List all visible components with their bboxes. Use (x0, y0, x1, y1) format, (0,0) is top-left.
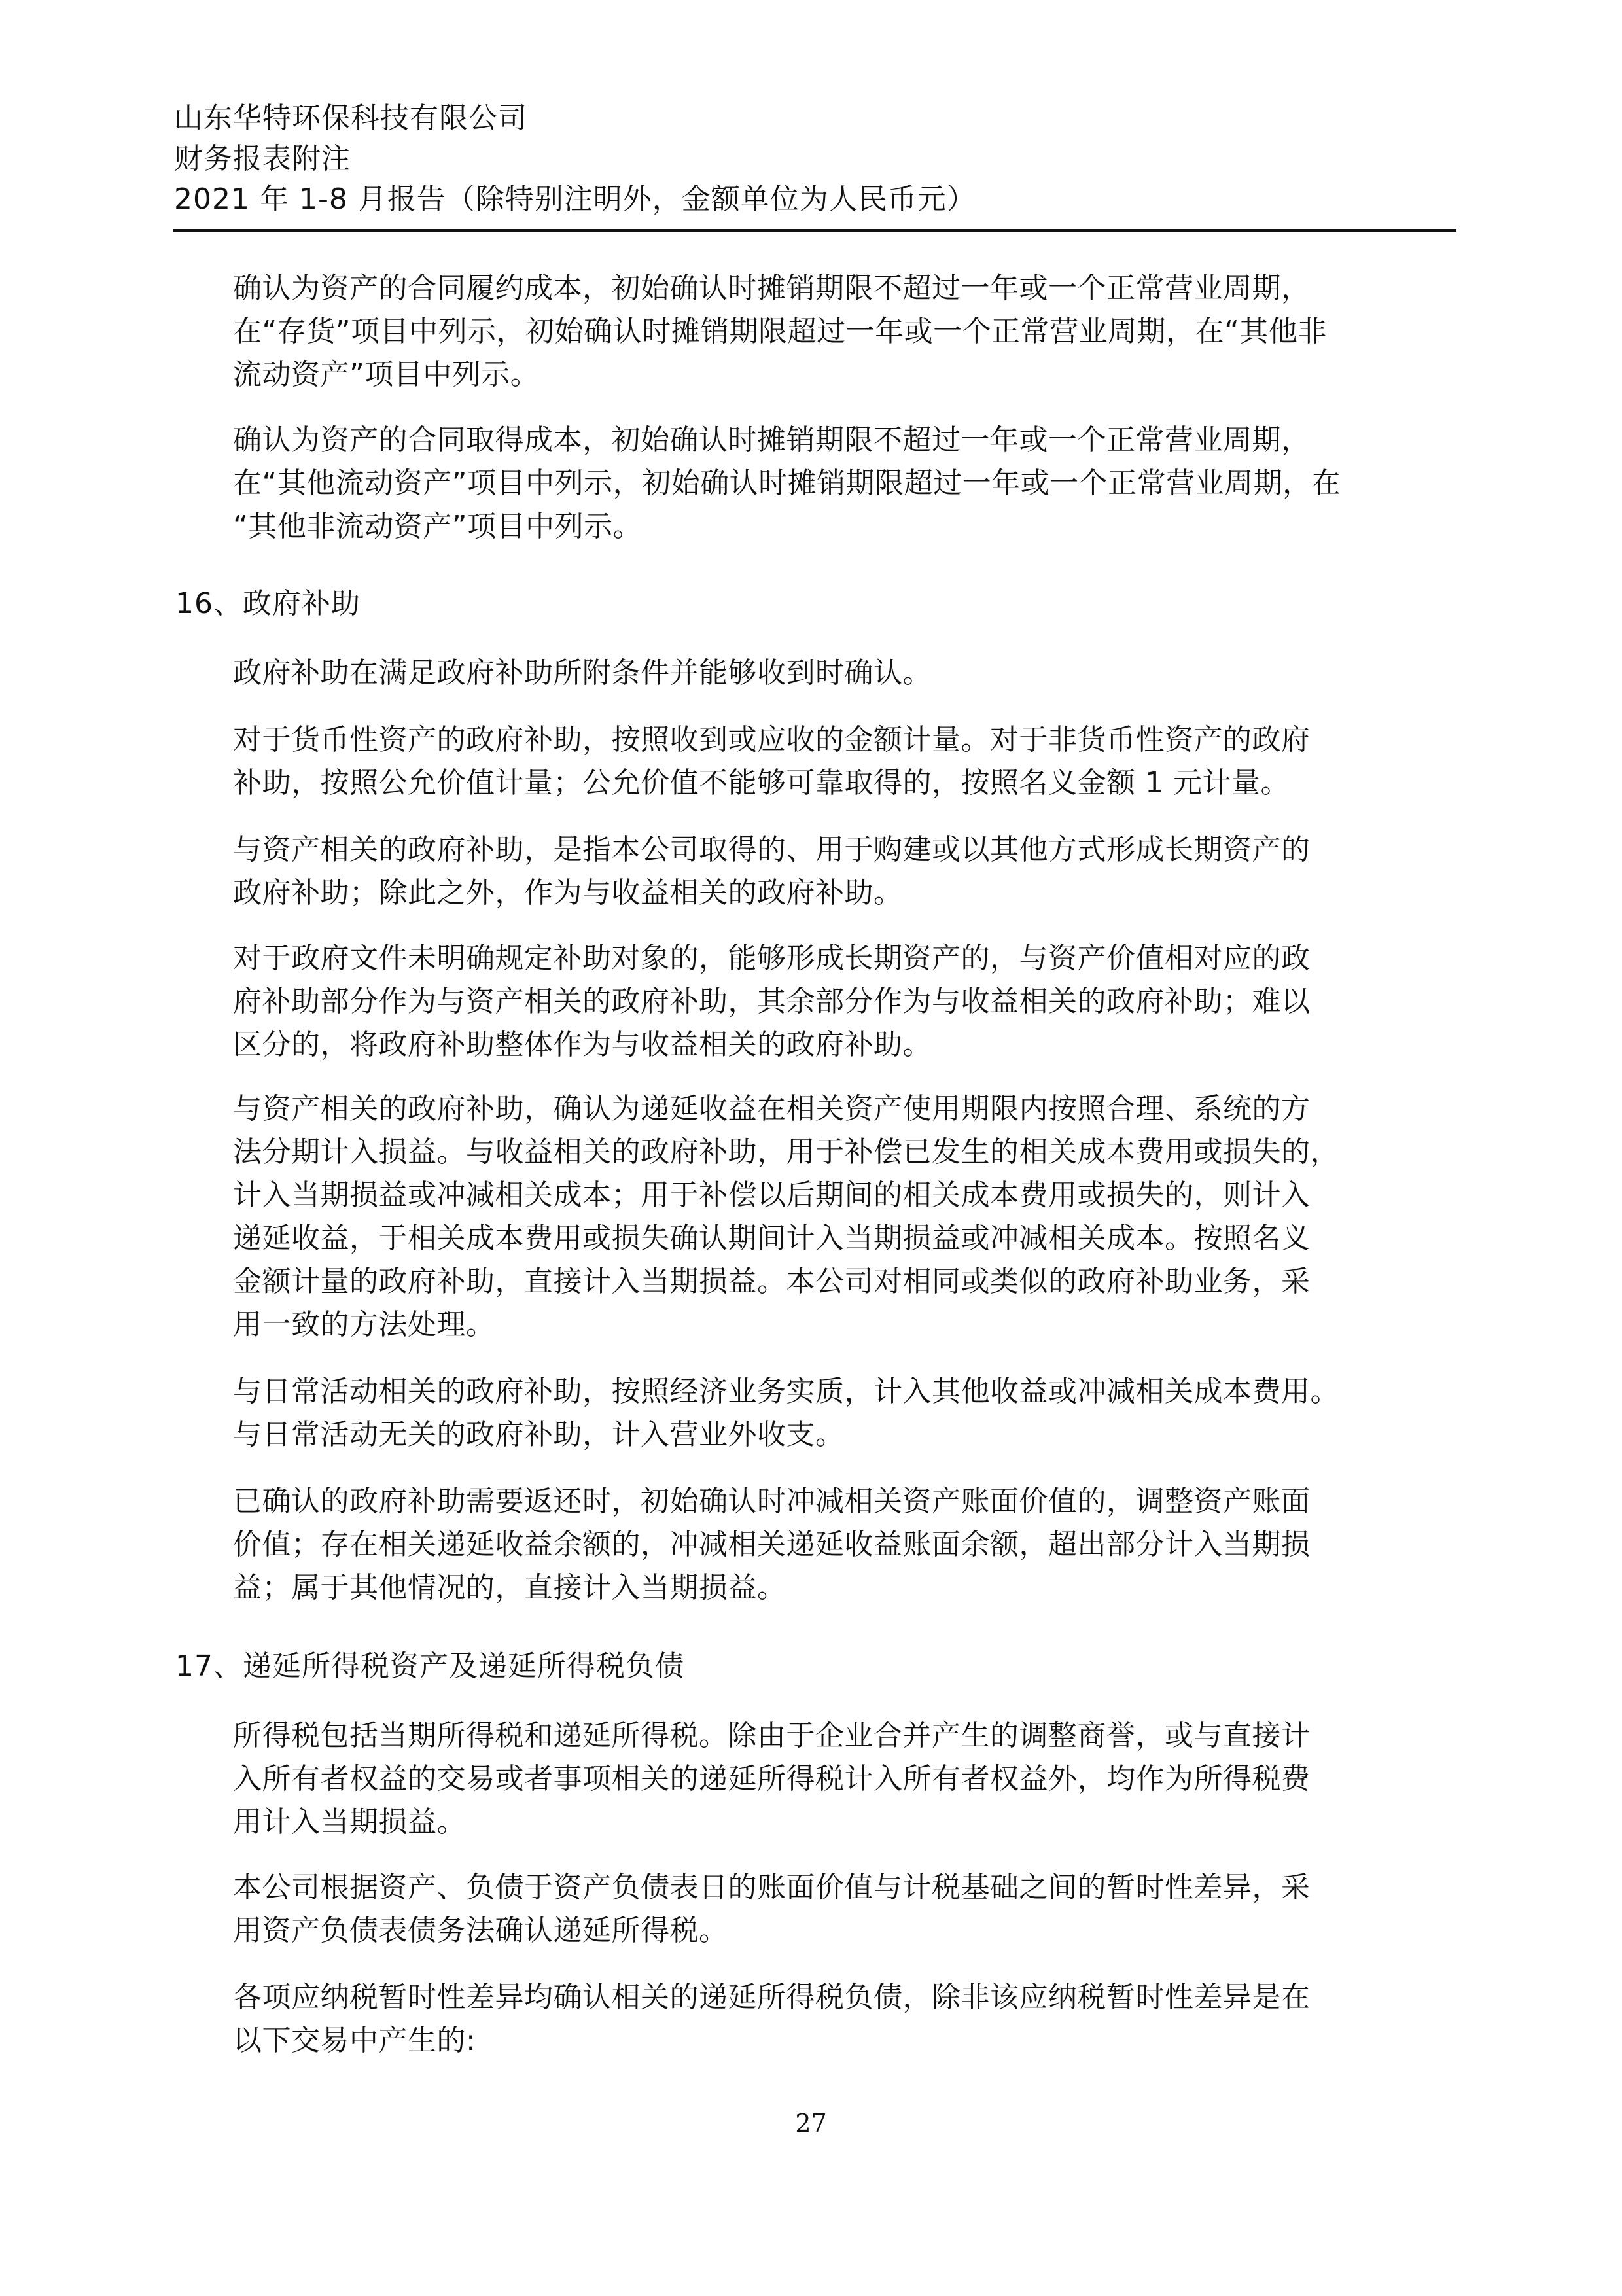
paragraph (233, 652, 1463, 695)
report-period: 2021 年 1-8 月报告（除特别注明外，金额单位为人民币元） (174, 183, 976, 216)
text-line: 用计入当期损益。 (233, 1805, 466, 1839)
text-line: 各项应纳税暂时性差异均确认相关的递延所得税负债，除非该应纳税暂时性差异是在 (233, 1981, 1311, 2014)
section-heading-17: 17、递延所得税资产及递延所得税负债 (175, 1650, 684, 1683)
paragraph (233, 1087, 1463, 1347)
company-name: 山东华特环保科技有限公司 (174, 101, 527, 135)
text-line: 法分期计入损益。与收益相关的政府补助，用于补偿已发生的相关成本费用或损失的， (233, 1135, 1339, 1169)
paragraph (233, 1480, 1463, 1610)
text-line: 与日常活动相关的政府补助，按照经济业务实质，计入其他收益或冲减相关成本费用。 (233, 1375, 1339, 1408)
text-line: 对于货币性资产的政府补助，按照收到或应收的金额计量。对于非货币性资产的政府 (233, 723, 1311, 756)
text-line: 用资产负债表债务法确认递延所得税。 (233, 1914, 728, 1947)
text-line: 对于政府文件未明确规定补助对象的，能够形成长期资产的，与资产价值相对应的政 (233, 942, 1311, 975)
paragraph (233, 267, 1463, 397)
text-line: 本公司根据资产、负债于资产负债表日的账面价值与计税基础之间的暂时性差异，采 (233, 1871, 1311, 1904)
text-line: 流动资产”项目中列示。 (233, 358, 540, 391)
paragraph (233, 718, 1463, 805)
text-line: 益；属于其他情况的，直接计入当期损益。 (233, 1571, 786, 1604)
paragraph (233, 1714, 1463, 1844)
text-line: “其他非流动资产”项目中列示。 (233, 510, 643, 543)
text-line: 金额计量的政府补助，直接计入当期损益。本公司对相同或类似的政府补助业务，采 (233, 1265, 1311, 1298)
paragraph (233, 1370, 1463, 1457)
text-line: 区分的，将政府补助整体作为与收益相关的政府补助。 (233, 1028, 932, 1061)
text-line: 价值；存在相关递延收益余额的，冲减相关递延收益账面余额，超出部分计入当期损 (233, 1528, 1311, 1561)
text-line: 入所有者权益的交易或者事项相关的递延所得税计入所有者权益外，均作为所得税费 (233, 1762, 1311, 1795)
header-divider (173, 229, 1456, 232)
page-header (174, 98, 1456, 220)
paragraph (233, 1976, 1463, 2062)
paragraph (233, 937, 1463, 1067)
paragraph (233, 1866, 1463, 1952)
text-line: 已确认的政府补助需要返还时，初始确认时冲减相关资产账面价值的，调整资产账面 (233, 1485, 1311, 1518)
text-line: 与日常活动无关的政府补助，计入营业外收支。 (233, 1418, 845, 1451)
section-heading-16: 16、政府补助 (175, 587, 361, 620)
text-line: 用一致的方法处理。 (233, 1308, 495, 1341)
text-line: 以下交易中产生的: (233, 2024, 476, 2057)
text-line: 与资产相关的政府补助，是指本公司取得的、用于购建或以其他方式形成长期资产的 (233, 833, 1311, 866)
text-line: 政府补助在满足政府补助所附条件并能够收到时确认。 (233, 656, 932, 690)
text-line: 递延收益，于相关成本费用或损失确认期间计入当期损益或冲减相关成本。按照名义 (233, 1222, 1311, 1255)
paragraph (233, 419, 1463, 548)
text-line: 在“其他流动资产”项目中列示，初始确认时摊销期限超过一年或一个正常营业周期，在 (233, 467, 1341, 500)
text-line: 府补助部分作为与资产相关的政府补助，其余部分作为与收益相关的政府补助；难以 (233, 985, 1311, 1018)
page-number: 27 (795, 2109, 827, 2138)
text-line: 所得税包括当期所得税和递延所得税。除由于企业合并产生的调整商誉，或与直接计 (233, 1719, 1311, 1752)
paragraph (233, 828, 1463, 915)
text-line: 政府补助；除此之外，作为与收益相关的政府补助。 (233, 876, 903, 910)
text-line: 与资产相关的政府补助，确认为递延收益在相关资产使用期限内按照合理、系统的方 (233, 1092, 1311, 1125)
text-line: 补助，按照公允价值计量；公允价值不能够可靠取得的，按照名义金额 1 元计量。 (233, 766, 1290, 800)
text-line: 确认为资产的合同取得成本，初始确认时摊销期限不超过一年或一个正常营业周期， (233, 423, 1311, 457)
text-line: 确认为资产的合同履约成本，初始确认时摊销期限不超过一年或一个正常营业周期， (233, 272, 1311, 305)
text-line: 计入当期损益或冲减相关成本；用于补偿以后期间的相关成本费用或损失的，则计入 (233, 1178, 1311, 1212)
text-line: 在“存货”项目中列示，初始确认时摊销期限超过一年或一个正常营业周期，在“其他非 (233, 315, 1327, 348)
document-title: 财务报表附注 (174, 142, 351, 175)
